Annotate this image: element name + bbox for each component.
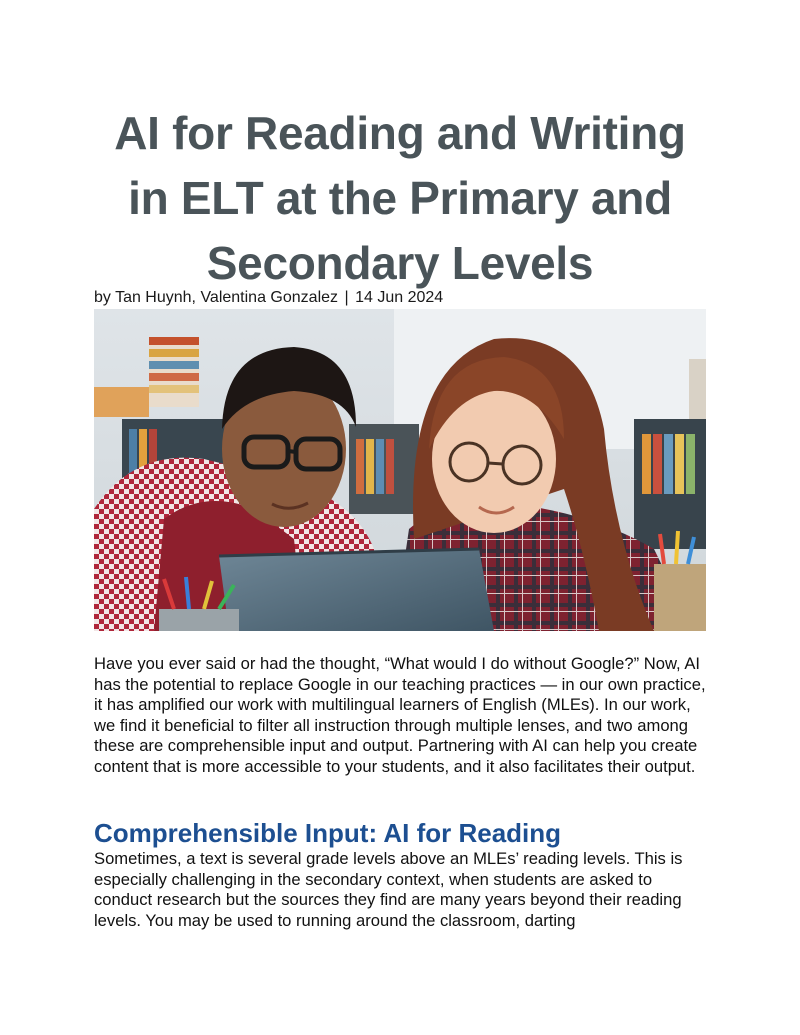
section-heading: Comprehensible Input: AI for Reading bbox=[94, 818, 562, 848]
intro-paragraph: Have you ever said or had the thought, “What would I do without Google?” Now, AI has the potential to replace Google in our teaching practices — in our own practice, it has amplified our work with multilingual learners of English (MLEs). In our work, we find it beneficial to filter all instruction through multiple lenses, and two among these are comprehensible input and output. Partnering with AI can help you create content that is more accessible to your students, and it also facilitates their output. bbox=[94, 654, 706, 776]
byline-prefix: by bbox=[94, 289, 111, 306]
byline-separator: | bbox=[344, 289, 349, 306]
byline bbox=[94, 288, 443, 308]
byline-date: 14 Jun 2024 bbox=[355, 289, 444, 306]
hero-image bbox=[94, 309, 706, 631]
byline-authors[interactable]: Tan Huynh, Valentina Gonzalez bbox=[115, 289, 339, 306]
article-title: AI for Reading and Writing in ELT at the Primary and Secondary Levels bbox=[114, 107, 686, 289]
section-paragraph: Sometimes, a text is several grade levels above an MLEs’ reading levels. This is especially challenging in the secondary context, when students are asked to conduct research but the sources they find are many years beyond their reading levels. You may be used to running around the classroom, darting bbox=[94, 849, 683, 930]
